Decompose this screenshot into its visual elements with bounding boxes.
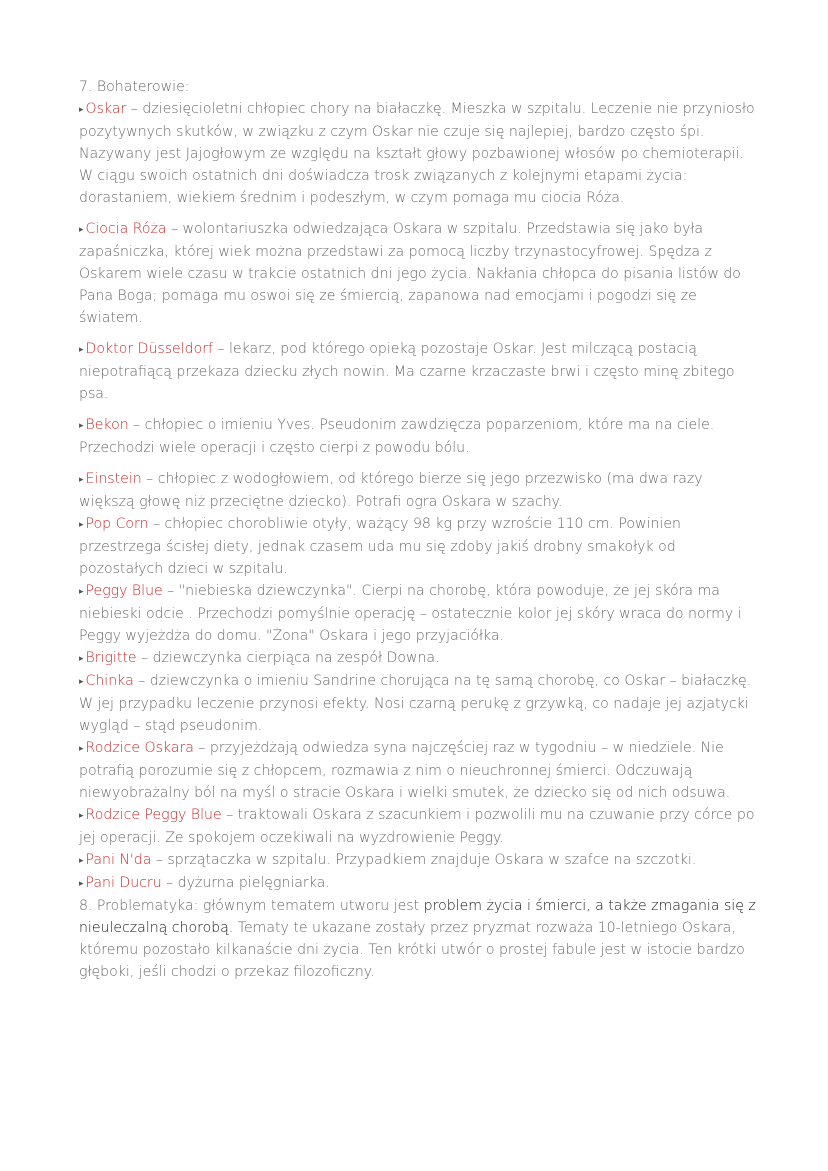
character-name: Einstein — [85, 471, 142, 487]
character-description: – "niebieska dziewczynka". Cierpi na chorobę, która powoduje, że jej skóra ma niebieski odcie . Przechodzi pomyślnie operację – ostatecznie kolor jej skóry wraca do normy i Peggy wyjeżdża do domu. "Żona" Oskara i jego przyjaciółka. — [79, 583, 742, 644]
character-name: Ciocia Róża — [85, 221, 167, 237]
section-8-highlight: problem życia i śmierci, a także zmagania się z nieuleczalną chorobą — [79, 898, 756, 936]
character-description: – chłopiec z wodogłowiem, od którego bierze się jego przezwisko (ma dwa razy większą głowę niż przeciętne dziecko). Potrafi ogra Oskara w szachy. — [79, 471, 703, 510]
bullet-icon: ▸ — [79, 811, 84, 821]
character-description: – dziewczynka o imieniu Sandrine chorująca na tę samą chorobę, co Oskar – białaczkę. W jej przypadku leczenie przynosi efekty. Nosi czarną perukę z grzywką, co nadaje jej azjatycki wygląd – stąd pseudonim. — [79, 673, 752, 734]
character-rodzice-peggy-blue — [79, 804, 759, 849]
character-pani-nda — [79, 849, 759, 872]
character-description: – dziesięcioletni chłopiec chory na białaczkę. Mieszka w szpitalu. Leczenie nie przyniosło pozytywnych skutków, w związku z czym Oskar nie czuje się najlepiej, bardzo często śpi. Nazywany jest Jajogłowym ze względu na kształt głowy pozbawionej włosów po chemioterapii. W ciągu swoich ostatnich dni doświadcza trosk związanych z kolejnymi etapami życia: dorastaniem, wiekiem średnim i podeszłym, w czym pomaga mu ciocia Róża. — [79, 101, 755, 206]
section-8-problematyka — [79, 895, 759, 983]
bullet-icon: ▸ — [79, 345, 84, 355]
bullet-icon: ▸ — [79, 677, 84, 687]
character-rodzice-oskara — [79, 737, 759, 804]
character-description: – dyżurna pielęgniarka. — [161, 875, 330, 891]
character-oskar — [79, 98, 759, 209]
character-name: Bekon — [85, 417, 129, 433]
character-pani-ducru — [79, 872, 759, 895]
bullet-icon: ▸ — [79, 856, 84, 866]
bullet-icon: ▸ — [79, 654, 84, 664]
character-chinka — [79, 670, 759, 737]
character-description: – sprzątaczka w szpitalu. Przypadkiem znajduje Oskara w szafce na szczotki. — [151, 852, 697, 868]
character-description: – chłopiec o imieniu Yves. Pseudonim zawdzięcza poparzeniom, które ma na ciele. Przechodzi wiele operacji i często cierpi z powodu bólu. — [79, 417, 715, 456]
character-description: – traktowali Oskara z szacunkiem i pozwolili mu na czuwanie przy córce po jej operacji. Ze spokojem oczekiwali na wyzdrowienie Peggy. — [79, 807, 755, 846]
character-name: Pop Corn — [85, 516, 149, 532]
character-name: Pani N'da — [85, 852, 152, 868]
character-name: Oskar — [85, 101, 127, 117]
bullet-icon: ▸ — [79, 105, 84, 115]
character-name: Chinka — [85, 673, 134, 689]
character-name: Pani Ducru — [85, 875, 162, 891]
character-name: Brigitte — [85, 650, 137, 666]
character-pop-corn — [79, 513, 759, 580]
character-name: Doktor Düsseldorf — [85, 341, 213, 357]
character-name: Peggy Blue — [85, 583, 163, 599]
bullet-icon: ▸ — [79, 520, 84, 530]
character-peggy-blue — [79, 580, 759, 647]
character-description: – wolontariuszka odwiedzająca Oskara w szpitalu. Przedstawia się jako była zapaśniczka, której wiek można przedstawi za pomocą liczby trzynastocyfrowej. Spędza z Oskarem wiele czasu w trakcie ostatnich dni jego życia. Nakłania chłopca do pisania listów do Pana Boga; pomaga mu oswoi się ze śmiercią, zapanowa nad emocjami i pogodzi się ze światem. — [79, 221, 741, 326]
character-ciocia-roza — [79, 218, 759, 329]
character-einstein — [79, 468, 759, 513]
character-description: – dziewczynka cierpiąca na zespół Downa. — [136, 650, 440, 666]
bullet-icon: ▸ — [79, 879, 84, 889]
character-bekon — [79, 414, 759, 459]
section-8-rest: . Tematy te ukazane zostały przez pryzmat rozważa 10-letniego Oskara, któremu pozostało kilkanaście dni życia. Ten krótki utwór o prostej fabule jest w istocie bardzo głęboki, jeśli chodzi o przekaz filozoficzny. — [79, 920, 745, 980]
bullet-icon: ▸ — [79, 475, 84, 485]
character-name: Rodzice Peggy Blue — [85, 807, 222, 823]
character-brigitte — [79, 647, 759, 670]
section-7-heading: 7. Bohaterowie: — [79, 79, 190, 95]
character-description: – przyjeżdżają odwiedza syna najczęściej raz w tygodniu – w niedziele. Nie potrafią porozumie się z chłopcem, rozmawia z nim o nieuchronnej śmierci. Odczuwają niewyobrażalny ból na myśl o stracie Oskara i wielki smutek, że dziecko się od nich odsuwa. — [79, 740, 731, 801]
character-description: – chłopiec chorobliwie otyły, ważący 98 kg przy wzroście 110 cm. Powinien przestrzega ścisłej diety, jednak czasem uda mu się zdoby jakiś drobny smakołyk od pozostałych dzieci w szpitalu. — [79, 516, 681, 577]
section-8-lead: 8. Problematyka: głównym tematem utworu jest — [79, 898, 424, 914]
bullet-icon: ▸ — [79, 421, 84, 431]
character-name: Rodzice Oskara — [85, 740, 194, 756]
bullet-icon: ▸ — [79, 225, 84, 235]
bullet-icon: ▸ — [79, 587, 84, 597]
character-description: – lekarz, pod którego opieką pozostaje Oskar. Jest milczącą postacią niepotrafiącą przekaza dziecku złych nowin. Ma czarne krzaczaste brwi i często minę zbitego psa. — [79, 341, 735, 402]
character-doktor-dusseldorf — [79, 338, 759, 405]
bullet-icon: ▸ — [79, 744, 84, 754]
document-page — [79, 76, 759, 983]
